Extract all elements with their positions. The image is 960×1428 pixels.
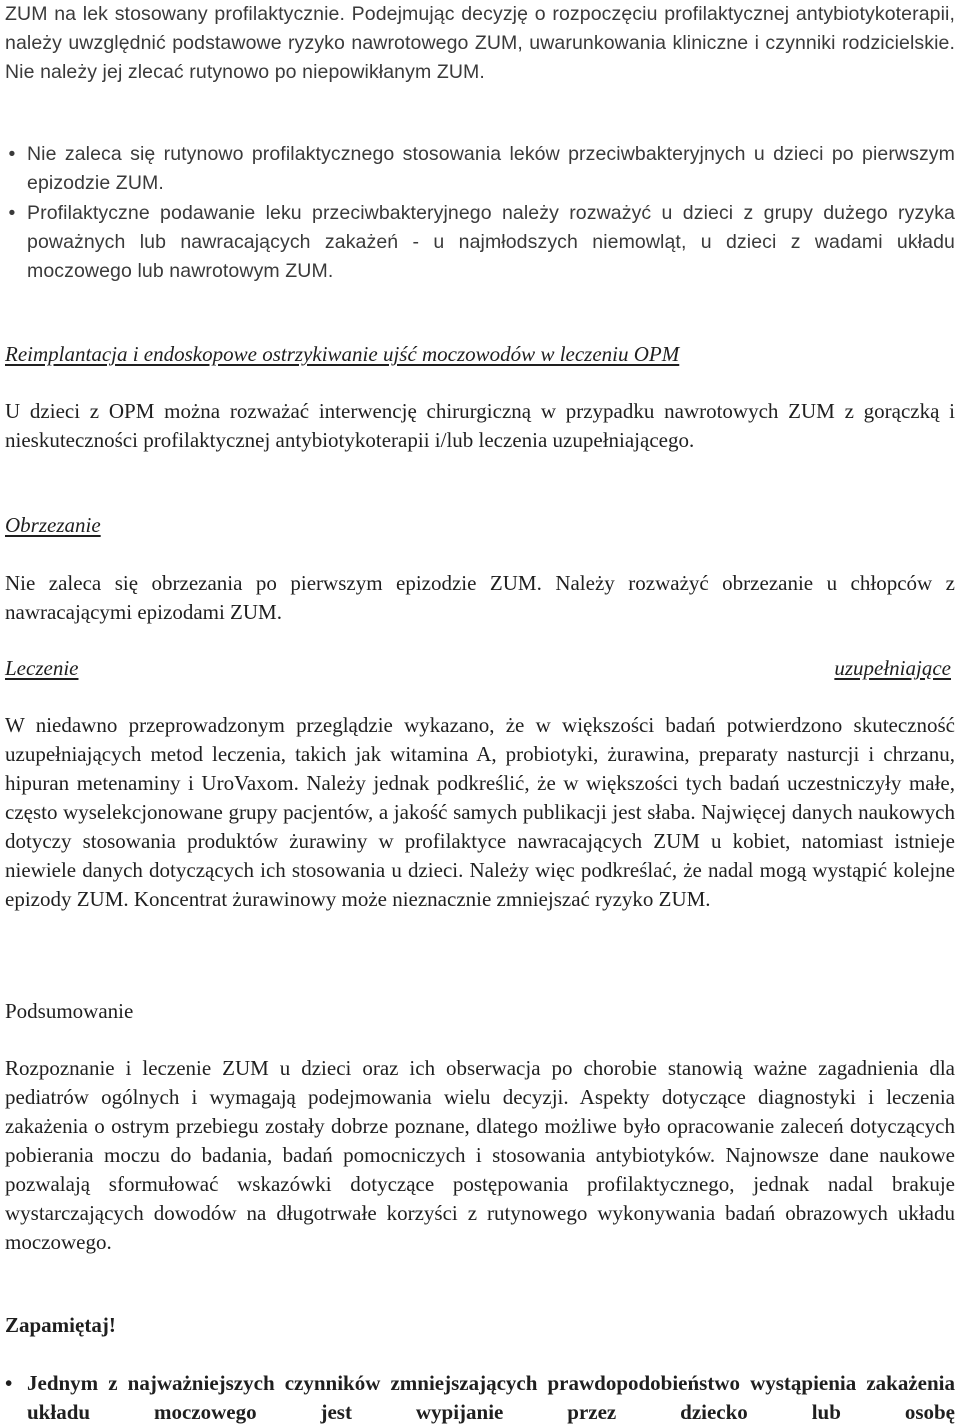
section-heading-reimplantation: Reimplantacja i endoskopowe ostrzykiwanie ujść moczowodów w leczeniu OPM <box>5 342 680 366</box>
section-text-complementary: W niedawno przeprowadzonym przeglądzie wykazano, że w większości badań potwierdzono skuteczność uzupełniających metod leczenia, takich jak witamina A, probiotyki, żurawina, preparaty nasturcji i chrzanu, hipuran metenaminy i UroVaxom. Należy jednak podkreślić, że w większości tych badań uczestniczyły małe, często wyselekcjonowane grupy pacjentów, a jakość samych publikacji jest słaba. Najwięcej danych naukowych dotyczy stosowania produktów żurawiny w profilaktyce nawracających ZUM u kobiet, natomiast istnieje niewiele danych dotyczących ich stosowania u dzieci. Należy więc podkreślać, że nadal mogą wystąpić kolejne epizody ZUM. Koncentrat żurawinowy może nieznacznie zmniejszać ryzyko ZUM. <box>5 713 955 911</box>
section-text-summary: Rozpoznanie i leczenie ZUM u dzieci oraz ich obserwacja po chorobie stanowią ważne zagadnienia dla pediatrów ogólnych i wymagają podejmowania wielu decyzji. Aspekty dotyczące diagnostyki i leczenia zakażenia o ostrym przebiegu zostały dobrze poznane, dlatego możliwe było opracowanie zaleceń dotyczących pobierania moczu do badania, badań pomocniczych i stosowania antybiotyków. Najnowsze dane naukowe pozwalają sformułować wskazówki dotyczące postępowania profilaktycznego, jednak nadal brakuje wystarczających dowodów na długotrwałe korzyści z rutynowego wykonywania badań obrazowych układu moczowego. <box>5 1056 955 1254</box>
bullet-text: Profilaktyczne podawanie leku przeciwbakteryjnego należy rozważyć u dzieci z grupy dużego ryzyka poważnych lub nawracających zakażeń - u najmłodszych niemowląt, u dzieci z wadami układu moczowego lub nawrotowym ZUM. <box>27 202 955 282</box>
heading-right-word: uzupełniające <box>834 656 951 680</box>
intro-paragraph: ZUM na lek stosowany profilaktycznie. Podejmując decyzję o rozpoczęciu profilaktycznej antybiotykoterapii, należy uwzględnić podstawowe ryzyko nawrotowego ZUM, uwarunkowania kliniczne i czynniki rodzicielskie. Nie należy jej zlecać rutynowo po niepowikłanym ZUM. <box>5 3 955 83</box>
bullet-item <box>5 140 955 198</box>
section-heading-remember: Zapamiętaj! <box>5 1313 116 1337</box>
bullet-item <box>5 199 955 286</box>
section-text-reimplantation: U dzieci z OPM można rozważać interwencję chirurgiczną w przypadku nawrotowych ZUM z gorączką i nieskuteczności profilaktycznej antybiotykoterapii i/lub leczenia uzupełniającego. <box>5 399 955 452</box>
section-text-circumcision: Nie zaleca się obrzezania po pierwszym epizodzie ZUM. Należy rozważyć obrzezanie u chłopców z nawracającymi epizodami ZUM. <box>5 571 955 624</box>
heading-left-word: Leczenie <box>5 656 79 680</box>
bullet-dot-icon: • <box>8 202 16 224</box>
section-heading-circumcision: Obrzezanie <box>5 513 101 537</box>
section-heading-complementary <box>5 654 951 683</box>
remember-bullet-text: Jednym z najważniejszych czynników zmniejszających prawdopodobieństwo wystąpienia zakażenia układu moczowego jest wypijanie przez dziecko lub osobę <box>27 1371 955 1424</box>
bullet-dot-icon: • <box>5 1371 13 1395</box>
section-heading-summary: Podsumowanie <box>5 999 134 1023</box>
bullet-text: Nie zaleca się rutynowo profilaktycznego stosowania leków przeciwbakteryjnych u dzieci po pierwszym epizodzie ZUM. <box>27 143 955 194</box>
remember-bullet <box>5 1369 955 1427</box>
bullet-dot-icon: • <box>8 143 16 165</box>
